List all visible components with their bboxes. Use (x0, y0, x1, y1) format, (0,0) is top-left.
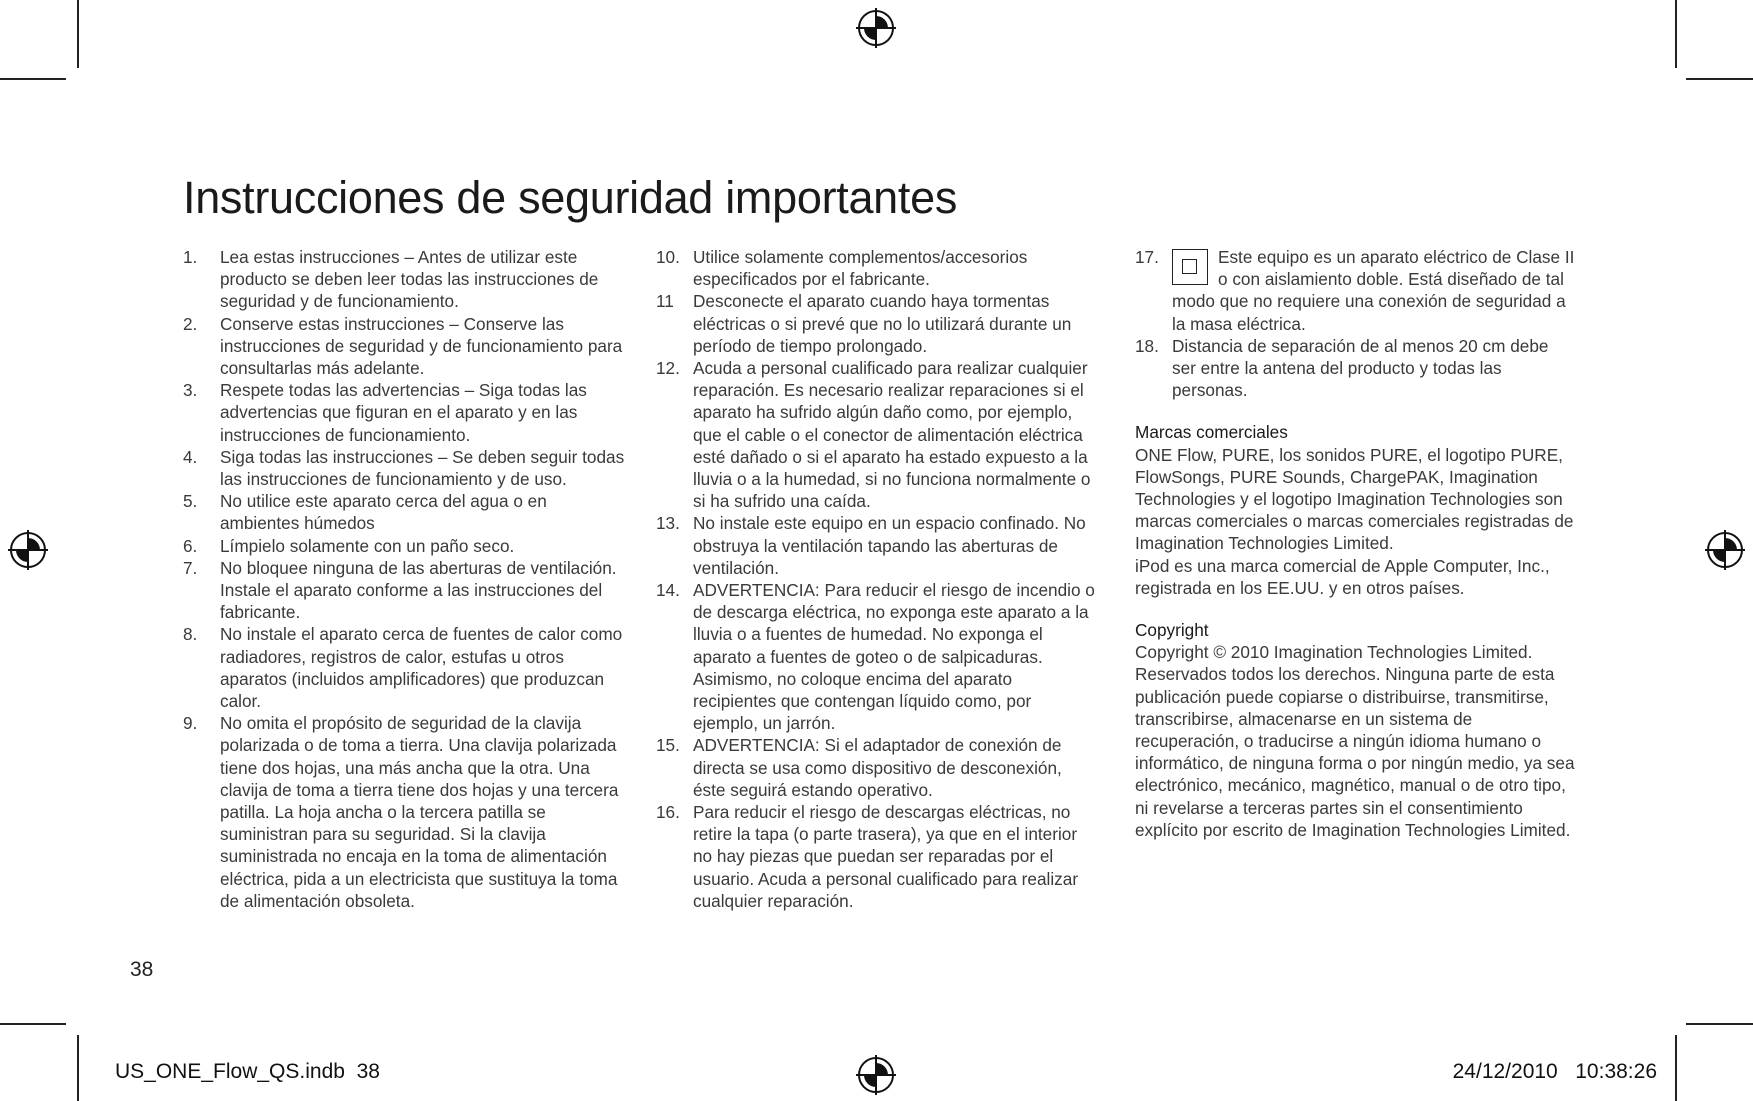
item-text: No bloquee ninguna de las aberturas de ventilación. Instale el aparato conforme a las instrucciones del fabricante. (220, 557, 617, 623)
item-number: 16. (656, 802, 680, 823)
item-text: Límpielo solamente con un paño seco. (220, 535, 515, 556)
safety-list (183, 246, 628, 912)
slug-file-page: 38 (356, 1060, 380, 1083)
trademarks-heading: Marcas comerciales (1135, 422, 1288, 443)
column-2 (656, 246, 1098, 912)
slug-file (115, 1060, 380, 1084)
list-item (183, 490, 628, 534)
trademarks-body-ipod: iPod es una marca comercial de Apple Computer, Inc., registrada en los EE.UU. y en otros países. (1135, 555, 1550, 598)
list-item (656, 246, 1098, 290)
crop-mark (77, 0, 79, 68)
item-number: 7. (183, 557, 198, 578)
item-number: 6. (183, 535, 198, 556)
trademarks-body: ONE Flow, PURE, los sonidos PURE, el logotipo PURE, FlowSongs, PURE Sounds, ChargePAK, Imagination Technologies y el logotipo Imagination Technologies son marcas comerciales o marcas comerciales registradas de Imagination Technologies Limited. (1135, 444, 1574, 554)
item-number: 15. (656, 735, 680, 756)
list-item (1135, 246, 1575, 335)
item-text: No utilice este aparato cerca del agua o en ambientes húmedos (220, 491, 547, 534)
item-number: 1. (183, 247, 198, 267)
item-text: No omita el propósito de seguridad de la clavija polarizada o de toma a tierra. Una clavija polarizada tiene dos hojas, una más ancha que la otra. Una clavija de toma a tierra tiene dos hojas y una tercera patilla. La hoja ancha o la tercera patilla se suministran para su seguridad. Si la clavija suministrada no encaja en la toma de alimentación eléctrica, pida a un electricista que sustituya la toma de alimentación obsoleta. (220, 713, 619, 911)
registration-mark-icon (1704, 529, 1746, 571)
item-number: 10. (656, 247, 680, 267)
trademarks-section (1135, 421, 1575, 599)
item-number: 9. (183, 713, 198, 734)
item-text: Desconecte el aparato cuando haya tormentas eléctricas o si prevé que no lo utilizará durante un período de tiempo prolongado. (693, 291, 1072, 356)
item-text: Este equipo es un aparato eléctrico de Clase II o con aislamiento doble. Está diseñado de tal modo que no requiere una conexión de seguridad a la masa eléctrica. (1172, 247, 1575, 334)
safety-list (1135, 246, 1575, 401)
item-text: ADVERTENCIA: Si el adaptador de conexión de directa se usa como dispositivo de desconexión, éste seguirá estando operativo. (693, 735, 1062, 800)
item-text: Para reducir el riesgo de descargas eléctricas, no retire la tapa (o parte trasera), ya que en el interior no hay piezas que puedan ser reparadas por el usuario. Acuda a personal cualificado para realizar cualquier reparación. (693, 802, 1079, 911)
list-item (656, 357, 1098, 512)
slug-date: 24/12/2010 (1452, 1060, 1558, 1083)
slug-datetime (1453, 1060, 1657, 1084)
item-number: 5. (183, 491, 198, 512)
list-item (183, 712, 628, 912)
item-number: 13. (656, 513, 680, 534)
item-text: Conserve estas instrucciones – Conserve las instrucciones de seguridad y de funcionamiento para consultarlas más adelante. (220, 313, 623, 379)
crop-mark (0, 78, 66, 80)
list-item (183, 313, 628, 380)
item-number: 3. (183, 380, 198, 401)
registration-mark-icon (855, 1054, 897, 1096)
item-text: Utilice solamente complementos/accesorios especificados por el fabricante. (693, 247, 1028, 290)
item-number: 12. (656, 358, 680, 379)
list-item (183, 379, 628, 446)
list-item (656, 801, 1098, 912)
list-item (656, 579, 1098, 734)
item-number: 8. (183, 624, 198, 645)
copyright-body: Copyright © 2010 Imagination Technologies Limited. Reservados todos los derechos. Ninguna parte de esta publicación puede copiarse o distribuirse, transmitirse, transcribirse, almacenarse en un sistema de recuperación, o traducirse a ningún idioma humano o informático, de ninguna forma o por ningún medio, ya sea electrónico, mecánico, magnético, manual o de otro tipo, ni revelarse a terceras partes sin el consentimiento explícito por escrito de Imagination Technologies Limited. (1135, 642, 1575, 840)
registration-mark-icon (7, 529, 49, 571)
slug-filename: US_ONE_Flow_QS.indb (115, 1060, 345, 1083)
item-text: Distancia de separación de al menos 20 cm debe ser entre la antena del producto y todas las personas. (1172, 335, 1549, 401)
item-text: Respete todas las advertencias – Siga todas las advertencias que figuran en el aparato y en las instrucciones de funcionamiento. (220, 380, 587, 445)
item-text: No instale este equipo en un espacio confinado. No obstruya la ventilación tapando las aberturas de ventilación. (693, 513, 1086, 578)
column-3 (1135, 246, 1575, 841)
page-title: Instrucciones de seguridad importantes (183, 172, 958, 223)
crop-mark (77, 1035, 79, 1101)
list-item (183, 535, 628, 557)
crop-mark (1686, 1023, 1753, 1025)
crop-mark (1675, 0, 1677, 68)
page-number: 38 (130, 958, 154, 981)
list-item (183, 557, 628, 624)
copyright-section (1135, 619, 1575, 841)
class-ii-double-square-icon (1172, 249, 1208, 285)
crop-mark (1675, 1035, 1677, 1101)
registration-mark-icon (855, 7, 897, 49)
item-text: Lea estas instrucciones – Antes de utilizar este producto se deben leer todas las instrucciones de seguridad y de funcionamiento. (220, 247, 599, 312)
item-text: Acuda a personal cualificado para realizar cualquier reparación. Es necesario realizar reparaciones si el aparato ha sufrido algún daño como, por ejemplo, que el cable o el conector de alimentación eléctrica esté dañado o si el aparato ha estado expuesto a la lluvia o a la humedad, si no funciona normalmente o si ha sufrido una caída. (693, 358, 1091, 512)
item-number: 17. (1135, 247, 1159, 267)
item-number: 4. (183, 446, 198, 467)
item-number: 2. (183, 313, 198, 334)
crop-mark (0, 1023, 66, 1025)
copyright-heading: Copyright (1135, 620, 1209, 641)
item-number: 14. (656, 580, 680, 601)
slug-time: 10:38:26 (1575, 1060, 1657, 1083)
item-text: ADVERTENCIA: Para reducir el riesgo de incendio o de descarga eléctrica, no exponga este aparato a la lluvia o a fuentes de humedad. No exponga el aparato a fuentes de goteo o de salpicaduras. Asimismo, no coloque encima del aparato recipientes que contengan líquido como, por ejemplo, un jarrón. (693, 580, 1095, 734)
crop-mark (1686, 78, 1753, 80)
item-number: 18. (1135, 335, 1159, 356)
column-1 (183, 246, 628, 912)
list-item (183, 246, 628, 313)
item-text: No instale el aparato cerca de fuentes de calor como radiadores, registros de calor, estufas u otros aparatos (incluidos amplificadores) que produzcan calor. (220, 624, 623, 712)
list-item (656, 734, 1098, 801)
list-item (183, 446, 628, 490)
list-item (656, 290, 1098, 357)
safety-list (656, 246, 1098, 912)
list-item (656, 512, 1098, 579)
list-item (1135, 335, 1575, 402)
list-item (183, 623, 628, 712)
item-number: 11 (656, 291, 674, 312)
item-text: Siga todas las instrucciones – Se deben seguir todas las instrucciones de funcionamiento y de uso. (220, 446, 625, 490)
